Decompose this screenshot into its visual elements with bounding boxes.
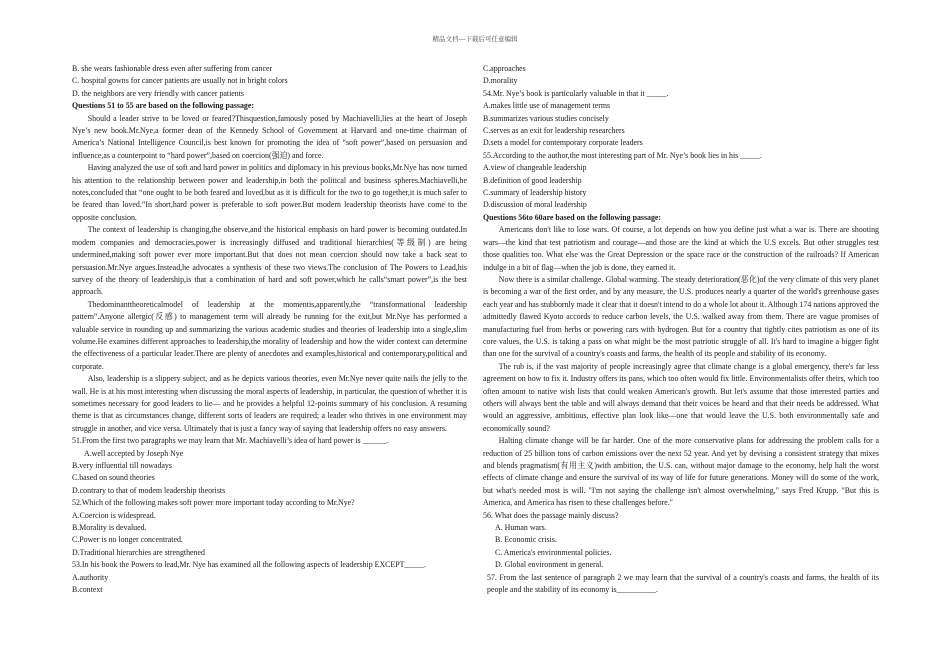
option-text: C. America's environmental policies. [495, 547, 612, 557]
option-text: C.based on sound theories [72, 473, 155, 483]
option-text: B.context [72, 585, 103, 595]
question-text: 52.Which of the following makes soft power more important today according to Mr.Nye? [72, 498, 355, 508]
question-text: 51.From the first two paragraphs we may learn that Mr. Machiavelli’s idea of hard power is ______. [72, 436, 389, 446]
passage-paragraph: Should a leader strive to be loved or feared?Thisquestion,famously posed by Machiavelli,lies at the heart of Joseph Nye’s new book.Mr.Nye,a former dean of the Kennedy School of Government at Harvard and one-time chairman of America’s National Intelligence Council,is best known for promoting the idea of “soft power”,based on persuasion and influence,as a counterpoint to “hard power”,based on coercion(强迫) and force. [72, 113, 467, 160]
option-text: B. she wears fashionable dress even after suffering from cancer [72, 64, 273, 73]
passage-paragraph: The context of leadership is changing,the observe,and the historical emphasis on hard power is becoming outdated.In modem companies and democracies,power is increasingly diffused and traditional hierarchies(等级制) are being undermined,making soft power ever more important.But that does not mean coercion should now take a back seat to persuasion.Mr.Nye argues.Instead,he advocates a synthesis of these two views.The conclusion of The Powers to Lead,his survey of the theory of leadership,is that a combination of hard and soft power,which he calls“smart power”,is the best approach. [72, 225, 467, 297]
option-text: A.view of changeable leadership [483, 163, 587, 173]
option-text: C.summary of leadership history [483, 188, 587, 198]
right-column [483, 63, 879, 596]
option-text: D.contrary to that of modem leadership theorists [72, 485, 226, 495]
option-text: D.morality [483, 76, 518, 86]
passage-paragraph: Also, leadership is a slippery subject, and as he depicts various theories, even Mr.Nye never quite nails the jelly to the wall. He is at his most interesting when discussing the moral aspects of leadership, in particular, the question of whether it is sometimes necessary for good leaders to lie— and he provides a helpful 12-points summary of his conclusion. A resuming theme is that as circumstances change, different sorts of leaders are required; a leader who thrives in one environment may struggle in another, and vice versa. Ultimately that is just a fancy way of saying that leadership offers no easy answers. [72, 374, 467, 433]
option-text: B.Morality is devalued. [72, 523, 147, 533]
option-text: A.Coercion is widespread. [72, 510, 156, 520]
option-text: D. Global environment in general. [495, 560, 604, 570]
option-text: B. Economic crisis. [495, 535, 557, 545]
option-text: D. the neighbors are very friendly with cancer patients [72, 88, 244, 98]
section-heading: Questions 56to 60are based on the following passage: [483, 212, 662, 222]
passage-paragraph: The rub is, if the vast majority of people increasingly agree that climate change is a global emergency, there's far less agreement on how to fix it. Industry offers its pans, which too often would fix little. Environmentalists offer theirs, which too often amount to native wish lists that could weaken American's growth. But let's assume that those interested parties and others will always bent the table and will always demand that their voices be heard and that their needs be addressed. What would an aggressive, ambitious, effective plan look like—one that would leave the U.S. both environmentally safe and economically sound? [483, 361, 879, 433]
passage-paragraph: Thedominanttheoreticalmodel of leadership at the momentis,apparently,the “transformational leadership pattern”.Anyone allergic(反感) to management term will already be running for the exit,but Mr.Nye has performed a valuable service in rounding up and summarizing the various academic studies and theories of leadership into a single,slim volume.He examines different approaches to leadership,the morality of leadership and how the wider context can determine the effectiveness of a particular leader.There are plenty of anecdotes and examples,historical and contemporary,political and corporate. [72, 299, 467, 371]
option-text: B.definition of good leadership [483, 175, 582, 185]
option-text: D.Traditional hierarchies are strengthened [72, 547, 205, 557]
left-column [72, 63, 467, 596]
option-text: A.makes little use of management terms [483, 101, 611, 111]
option-text: B.summarizes various studies concisely [483, 113, 609, 123]
option-text: C.Power is no longer concentrated. [72, 535, 183, 545]
question-text: 57. From the last sentence of paragraph 2 we may learn that the survival of a country's coasts and farms, the health of its people and the stability of its economy is__________. [487, 572, 879, 595]
option-text: C. hospital gowns for cancer patients are usually not in bright colors [72, 76, 288, 86]
question-text: 56. What does the passage mainly discuss? [483, 510, 619, 520]
section-heading: Questions 51 to 55 are based on the following passage: [72, 101, 255, 111]
question-text: 54.Mr. Nye’s book is particularly valuable in that it _____. [483, 88, 669, 98]
passage-paragraph: Having analyzed the use of soft and hard power in politics and diplomacy in his previous books,Mr.Nye has now turned his attention to the relationship between power and leadership,in both the political and business spheres.Machiavelli,he notes,concluded that “one ought to be both feared and loved,but as it is difficult for the two to go together,it is much safer to be feared than loved.”In short,hard power is preferable to soft power.But modern leadership theorists have come to the opposite conclusion. [72, 163, 467, 222]
option-text: C.serves as an exit for leadership researchers [483, 126, 625, 136]
option-text: D.sets a model for contemporary corporate leaders [483, 138, 643, 148]
page-header: 精品文档---下载后可任意编辑 [432, 35, 518, 43]
option-text: A. Human wars. [495, 523, 547, 533]
option-text: A.well accepted by Joseph Nye [84, 448, 184, 458]
option-text: D.discussion of moral leadership [483, 200, 587, 210]
option-text: C.approaches [483, 64, 526, 73]
passage-paragraph: Now there is a similar challenge. Global warming. The steady deterioration(恶化)of the very climate of this very planet is becoming a war of the first order, and by any measure, the U.S. produces nearly a quarter of the world's greenhouse gases each year and has stubbornly made it clear that it doesn't intend to do a whole lot about it. Although 174 nations approved the admittedly flawed Kyoto accords to reduce carbon levels, the U.S. walked away from them. There are vague promises of manufacturing fuel from herbs or powering cars with hydrogen. But for a country that tightly cites patriotism as one of its core values, the U.S. is taking a pass on what might be the most patriotic struggle of all. It's hard to imagine a bigger fight than one for the survival of a country's coasts and farms, the health of its people and stability of its economy. [483, 274, 879, 359]
option-text: B.very influential till nowadays [72, 461, 172, 470]
question-text: 53.In his book the Powers to lead,Mr. Nye has examined all the following aspects of leadership EXCEPT_____. [72, 560, 427, 570]
option-text: A.authority [72, 572, 109, 582]
passage-paragraph: Americans don't like to lose wars. Of course, a lot depends on how you define just what a war is. There are shooting wars—the kind that test patriotism and courage—and those are the kind at which the U.S excels. But other struggles test those qualities too. What else was the Great Depression or the space race or the construction of the railroads? If American indulge in a bit of flag—when the job is done, they earned it. [483, 225, 879, 272]
passage-paragraph: Halting climate change will be far harder. One of the more conservative plans for addressing the problem calls for a reduction of 25 billion tons of carbon emissions over the next 52 year. And yet by devising a consistent strategy that mixes and blends pragmatism(有用主义)with ambition, the U.S. can, without major damage to the economy, help halt the worst effects of climate change and ensure the survival of its way of life for future generations. Money will do some of the work, but what's needed most is will. "I'm not saying the challenge isn't almost overwhelming," says Fred Krupp. "But this is America, and America has risen to these challenges before." [483, 436, 879, 508]
question-text: 55.According to the author,the most interesting part of Mr. Nye’s book lies in his _____. [483, 150, 762, 160]
